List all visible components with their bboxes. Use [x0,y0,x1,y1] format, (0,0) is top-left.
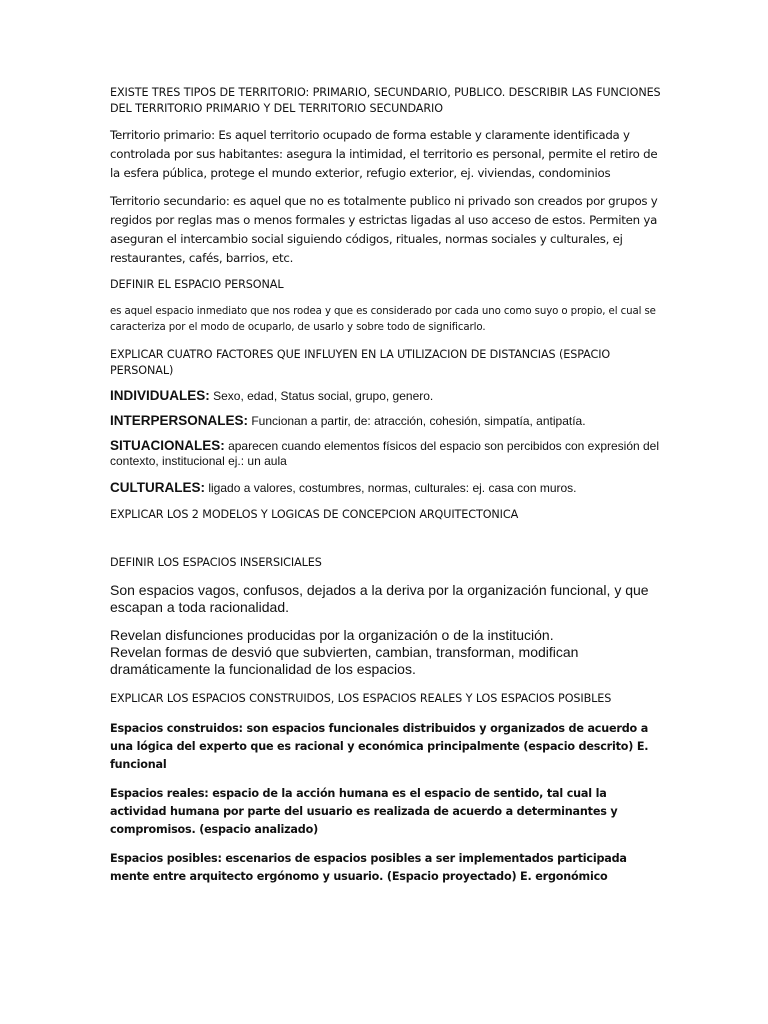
answer-espacios-reales: Espacios reales: espacio de la acción humana es el espacio de sentido, tal cual la actividad humana por parte del usuario es realizada de acuerdo a determinantes y compromisos. (espacio analizado) [110,787,618,836]
answer-territorio-secundario: Territorio secundario: es aquel que no es totalmente publico ni privado son creados por grupos y regidos por reglas mas o menos formales y estrictas ligadas al uso acceso de estos. Permiten ya aseguran el intercambio social siguiendo códigos, rituales, normas sociales y culturales, ej restaurantes, cafés, barrios, etc. [110,194,658,265]
question-factores: EXPLICAR CUATRO FACTORES QUE INFLUYEN EN LA UTILIZACION DE DISTANCIAS (ESPACIO PERSONAL) [110,348,611,377]
factor-situacionales [110,438,666,469]
factor-label: CULTURALES: [110,480,205,495]
factor-label: SITUACIONALES: [110,438,225,453]
question-espacios: EXPLICAR LOS ESPACIOS CONSTRUIDOS, LOS ESPACIOS REALES Y LOS ESPACIOS POSIBLES [110,692,612,705]
answer-espacios-construidos: Espacios construidos: son espacios funcionales distribuidos y organizados de acuerdo a una lógica del experto que es racional y económica principalmente (espacio descrito) E. funcional [110,722,649,771]
factor-text: Sexo, edad, Status social, grupo, genero. [209,389,434,403]
factor-text: Funcionan a partir, de: atracción, cohesión, simpatía, antipatía. [248,414,586,428]
document-page [110,85,666,886]
answer-territorio-primario: Territorio primario: Es aquel territorio ocupado de forma estable y claramente identificada y controlada por sus habitantes: asegura la intimidad, el territorio es personal, permite el retiro de la esfera pública, protege el mundo exterior, refugio exterior, ej. viviendas, condominios [110,128,658,180]
answer-intersticiales-2b: Revelan formas de desvió que subvierten, cambian, transforman, modifican dramáticamente la funcionalidad de los espacios. [110,644,579,677]
factor-text: ligado a valores, costumbres, normas, culturales: ej. casa con muros. [205,481,577,495]
factor-interpersonales [110,413,666,429]
factor-individuales [110,388,666,404]
factor-label: INDIVIDUALES: [110,388,210,403]
answer-espacios-posibles: Espacios posibles: escenarios de espacios posibles a ser implementados participada mente entre arquitecto ergónomo y usuario. (Espacio proyectado) E. ergonómico [110,852,627,883]
factor-text: aparecen cuando elementos físicos del espacio son percibidos con expresión del contexto, institucional ej.: un aula [110,439,660,468]
question-espacio-personal: DEFINIR EL ESPACIO PERSONAL [110,278,284,291]
answer-intersticiales-2 [110,627,666,678]
answer-intersticiales-1: Son espacios vagos, confusos, dejados a la deriva por la organización funcional, y que escapan a toda racionalidad. [110,582,649,615]
answer-intersticiales-2a: Revelan disfunciones producidas por la organización o de la institución. [110,627,554,643]
question-territorio: EXISTE TRES TIPOS DE TERRITORIO: PRIMARIO, SECUNDARIO, PUBLICO. DESCRIBIR LAS FUNCIONES DEL TERRITORIO PRIMARIO Y DEL TERRITORIO SECUNDARIO [110,86,661,115]
answer-espacio-personal: es aquel espacio inmediato que nos rodea y que es considerado por cada uno como suyo o propio, el cual se caracteriza por el modo de ocuparlo, de usarlo y sobre todo de significarlo. [110,306,656,333]
question-modelos: EXPLICAR LOS 2 MODELOS Y LOGICAS DE CONCEPCION ARQUITECTONICA [110,508,519,521]
question-intersticiales: DEFINIR LOS ESPACIOS INSERSICIALES [110,556,322,569]
factor-label: INTERPERSONALES: [110,413,249,428]
factor-culturales [110,480,666,496]
